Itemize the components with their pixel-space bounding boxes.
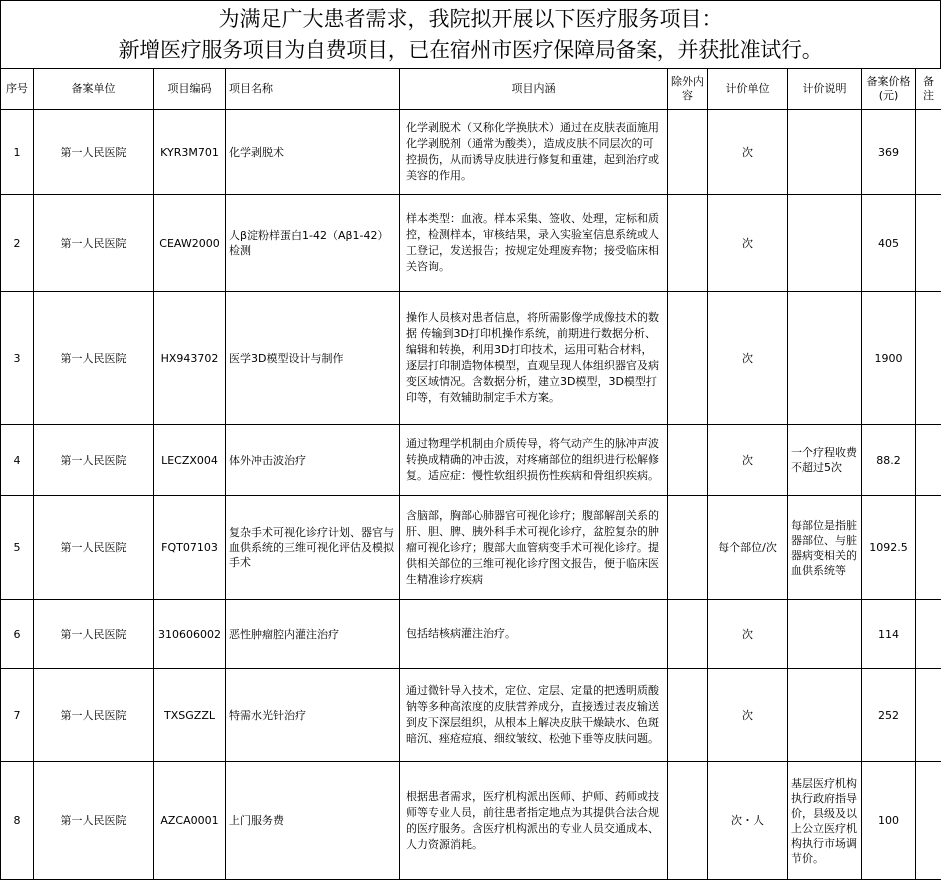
cell-content: 操作人员核对患者信息，将所需影像学成像技术的数据 传输到3D打印机操作系统，前期进行数据分析、编辑和转换，利用3D打印技术，运用可粘合材料，逐层打印制造物体模型，直观呈现人体组织器官及病变区域情况。含数据分析，建立3D模型，3D模型打印等，有效辅助制定手术方案。 <box>400 292 668 425</box>
cell-remark <box>916 762 941 880</box>
cell-remark <box>916 669 941 762</box>
cell-price-note: 每部位是指脏器部位、与脏器病变相关的血供系统等 <box>788 496 862 600</box>
service-items-table <box>0 68 941 880</box>
cell-unit: 第一人民医院 <box>34 496 154 600</box>
cell-price-note: 基层医疗机构执行政府指导价，县级及以上公立医疗机构执行市场调节价。 <box>788 762 862 880</box>
table-row <box>1 292 941 425</box>
document-header <box>0 0 941 68</box>
cell-exclusion <box>668 110 708 195</box>
cell-price-note <box>788 292 862 425</box>
cell-seq: 6 <box>1 600 34 669</box>
cell-price: 252 <box>862 669 916 762</box>
cell-price: 88.2 <box>862 425 916 496</box>
cell-code: FQT07103 <box>154 496 226 600</box>
cell-code: 310606002 <box>154 600 226 669</box>
cell-price: 1092.5 <box>862 496 916 600</box>
cell-code: CEAW2000 <box>154 195 226 292</box>
cell-content: 通过微针导入技术，定位、定层、定量的把透明质酸钠等多种高浓度的皮肤营养成分，直接透过表皮输送到皮下深层组织，从根本上解决皮肤干燥缺水、色斑暗沉、痤疮痘痕、细纹皱纹、松弛下垂等皮肤问题。 <box>400 669 668 762</box>
cell-remark <box>916 600 941 669</box>
cell-remark <box>916 425 941 496</box>
cell-unit: 第一人民医院 <box>34 195 154 292</box>
cell-price: 1900 <box>862 292 916 425</box>
cell-price-note <box>788 110 862 195</box>
cell-name: 上门服务费 <box>226 762 400 880</box>
cell-price-note <box>788 195 862 292</box>
cell-exclusion <box>668 425 708 496</box>
cell-exclusion <box>668 669 708 762</box>
col-header-seq: 序号 <box>1 69 34 110</box>
cell-name: 体外冲击波治疗 <box>226 425 400 496</box>
cell-content: 通过物理学机制由介质传导，将气动产生的脉冲声波转换成精确的冲击波，对疼痛部位的组织进行松解修复。适应症：慢性软组织损伤性疾病和骨组织疾病。 <box>400 425 668 496</box>
cell-seq: 5 <box>1 496 34 600</box>
cell-content: 化学剥脱术（又称化学换肤术）通过在皮肤表面施用化学剥脱剂（通常为酸类），造成皮肤不同层次的可控损伤，从而诱导皮肤进行修复和重建，起到治疗或美容的作用。 <box>400 110 668 195</box>
cell-price-unit: 次 <box>708 195 788 292</box>
cell-unit: 第一人民医院 <box>34 425 154 496</box>
table-row <box>1 195 941 292</box>
cell-unit: 第一人民医院 <box>34 762 154 880</box>
cell-exclusion <box>668 292 708 425</box>
col-header-exclusion: 除外内容 <box>668 69 708 110</box>
cell-seq: 8 <box>1 762 34 880</box>
cell-exclusion <box>668 600 708 669</box>
cell-content: 含脑部，胸部心肺器官可视化诊疗；腹部解剖关系的肝、胆、脾、胰外科手术可视化诊疗，盆腔复杂的肿瘤可视化诊疗；腹部大血管病变手术可视化诊疗。提供相关部位的三维可视化诊疗图文报告，便于临床医生精准诊疗疾病 <box>400 496 668 600</box>
cell-price-unit: 次・人 <box>708 762 788 880</box>
cell-price: 405 <box>862 195 916 292</box>
header-line-2: 新增医疗服务项目为自费项目，已在宿州市医疗保障局备案，并获批准试行。 <box>118 38 823 62</box>
cell-code: AZCA0001 <box>154 762 226 880</box>
cell-name: 恶性肿瘤腔内灌注治疗 <box>226 600 400 669</box>
cell-name: 特需水光针治疗 <box>226 669 400 762</box>
cell-remark <box>916 496 941 600</box>
cell-remark <box>916 195 941 292</box>
cell-unit: 第一人民医院 <box>34 669 154 762</box>
cell-content: 样本类型：血液。样本采集、签收、处理，定标和质控，检测样本，审核结果，录入实验室信息系统或人工登记，发送报告；按规定处理废弃物；接受临床相关咨询。 <box>400 195 668 292</box>
cell-content: 根据患者需求，医疗机构派出医师、护师、药师或技师等专业人员，前往患者指定地点为其提供合法合规的医疗服务。含医疗机构派出的专业人员交通成本、人力资源消耗。 <box>400 762 668 880</box>
cell-unit: 第一人民医院 <box>34 292 154 425</box>
cell-price: 369 <box>862 110 916 195</box>
cell-price-unit: 次 <box>708 600 788 669</box>
cell-code: LECZX004 <box>154 425 226 496</box>
cell-seq: 1 <box>1 110 34 195</box>
cell-code: KYR3M701 <box>154 110 226 195</box>
cell-remark <box>916 110 941 195</box>
cell-price-note: 一个疗程收费不超过5次 <box>788 425 862 496</box>
cell-seq: 4 <box>1 425 34 496</box>
cell-exclusion <box>668 195 708 292</box>
table-row <box>1 669 941 762</box>
cell-exclusion <box>668 496 708 600</box>
header-line-1: 为满足广大患者需求，我院拟开展以下医疗服务项目： <box>218 7 723 31</box>
table-header-row <box>1 69 941 110</box>
cell-unit: 第一人民医院 <box>34 600 154 669</box>
col-header-price-unit: 计价单位 <box>708 69 788 110</box>
col-header-price-note: 计价说明 <box>788 69 862 110</box>
table-row <box>1 110 941 195</box>
cell-price-unit: 次 <box>708 110 788 195</box>
cell-name: 复杂手术可视化诊疗计划、器官与血供系统的三维可视化评估及模拟手术 <box>226 496 400 600</box>
table-row <box>1 600 941 669</box>
cell-code: TXSGZZL <box>154 669 226 762</box>
cell-price: 114 <box>862 600 916 669</box>
cell-price-note <box>788 600 862 669</box>
col-header-content: 项目内涵 <box>400 69 668 110</box>
cell-name: 化学剥脱术 <box>226 110 400 195</box>
cell-unit: 第一人民医院 <box>34 110 154 195</box>
cell-price-unit: 次 <box>708 292 788 425</box>
cell-seq: 7 <box>1 669 34 762</box>
cell-price-unit: 次 <box>708 425 788 496</box>
cell-seq: 3 <box>1 292 34 425</box>
cell-price: 100 <box>862 762 916 880</box>
cell-exclusion <box>668 762 708 880</box>
cell-price-unit: 每个部位/次 <box>708 496 788 600</box>
col-header-price: 备案价格(元) <box>862 69 916 110</box>
cell-price-note <box>788 669 862 762</box>
cell-name: 医学3D模型设计与制作 <box>226 292 400 425</box>
table-row <box>1 425 941 496</box>
cell-price-unit: 次 <box>708 669 788 762</box>
cell-content: 包括结核病灌注治疗。 <box>400 600 668 669</box>
col-header-remark: 备注 <box>916 69 941 110</box>
col-header-unit: 备案单位 <box>34 69 154 110</box>
col-header-code: 项目编码 <box>154 69 226 110</box>
col-header-name: 项目名称 <box>226 69 400 110</box>
cell-seq: 2 <box>1 195 34 292</box>
table-row <box>1 762 941 880</box>
table-row <box>1 496 941 600</box>
cell-code: HX943702 <box>154 292 226 425</box>
cell-remark <box>916 292 941 425</box>
cell-name: 人β淀粉样蛋白1-42（Aβ1-42）检测 <box>226 195 400 292</box>
